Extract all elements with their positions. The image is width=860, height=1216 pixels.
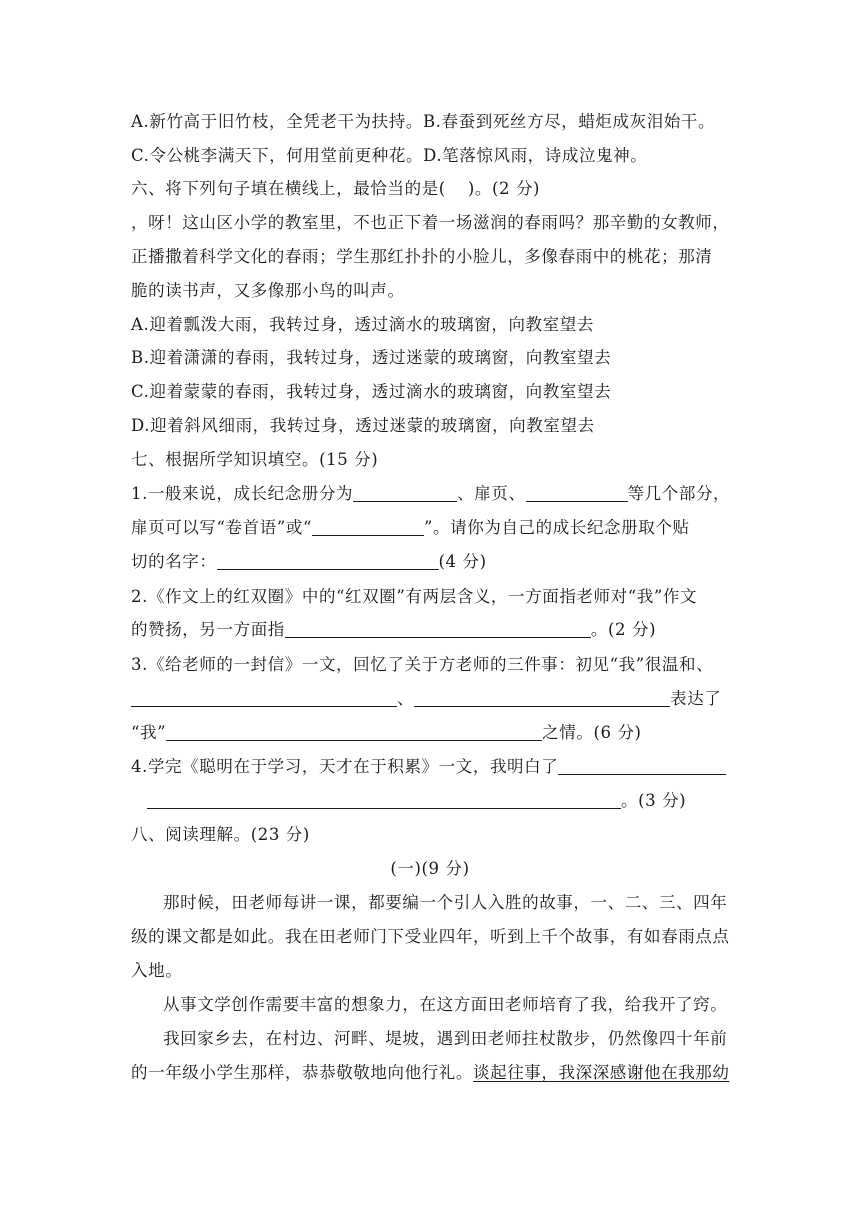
s6-option-c: C.迎着蒙蒙的春雨，我转过身，透过滴水的玻璃窗，向教室望去 <box>131 382 612 401</box>
q3-text-b: 、 <box>397 689 415 708</box>
fill-blank[interactable] <box>414 686 670 707</box>
q2-score: 。(2 分) <box>590 620 657 639</box>
q4-line-1 <box>131 750 731 784</box>
passage-p1-line-3: 入地。 <box>131 961 183 980</box>
q2-line-1: 2.《作文上的红双圈》中的“红双圈”有两层含义，一方面指老师对“我”作文 <box>131 587 698 606</box>
q3-line-1: 3.《给老师的一封信》一文，回忆了关于方老师的三件事：初见“我”很温和、 <box>131 655 714 674</box>
section7-heading: 七、根据所学知识填空。(15 分) <box>131 450 379 469</box>
q1-text-e: ”。请你为自己的成长纪念册取个贴 <box>424 518 690 537</box>
q4-score: 。(3 分) <box>621 791 687 810</box>
passage-p3-text: 的一年级小学生那样，恭恭敬敬地向他行礼。 <box>131 1063 473 1082</box>
q3-text-d: “我” <box>131 723 167 742</box>
s6-option-d: D.迎着斜风细雨，我转过身，透过迷蒙的玻璃窗，向教室望去 <box>131 416 595 435</box>
q1-text-a: 1.一般来说，成长纪念册分为 <box>131 484 354 503</box>
passage-p3-line-1: 我回家乡去，在村边、河畔、堤坡，遇到田老师拄杖散步，仍然像四十年前 <box>163 1029 728 1048</box>
s6-passage-line-3: 脆的读书声，又多像那小鸟的叫声。 <box>131 281 405 300</box>
q3-text-e: 之情。(6 分) <box>542 723 642 742</box>
q2-line-2 <box>131 613 731 647</box>
passage-p1-line-2: 级的课文都是如此。我在田老师门下受业四年，听到上千个故事，有如春雨点点 <box>131 927 730 946</box>
s6-option-b: B.迎着潇潇的春雨，我转过身，透过迷蒙的玻璃窗，向教室望去 <box>131 348 612 367</box>
q1-text-f: 切的名字： <box>131 552 217 571</box>
passage-p3-line-2 <box>131 1056 731 1090</box>
fill-blank[interactable] <box>131 686 397 707</box>
fill-blank[interactable] <box>353 481 457 502</box>
section6-heading-score: )。(2 分) <box>467 179 541 198</box>
q1-text-d: 扉页可以写“卷首语”或“ <box>131 518 313 537</box>
q1-line-2 <box>131 511 731 545</box>
q1-text-c: 等几个部分， <box>627 484 731 503</box>
fill-blank[interactable] <box>147 788 621 809</box>
s6-passage-line-2: 正播撒着科学文化的春雨；学生那红扑扑的小脸儿，多像春雨中的桃花；那清 <box>131 247 713 266</box>
q3-line-2 <box>131 682 731 716</box>
section8-heading: 八、阅读理解。(23 分) <box>131 825 310 844</box>
passage-p2: 从事文学创作需要丰富的想象力，在这方面田老师培育了我，给我开了窍。 <box>163 995 728 1014</box>
fill-blank[interactable] <box>285 617 591 638</box>
section6-heading <box>131 172 731 206</box>
fill-blank[interactable] <box>312 515 424 536</box>
q3-line-3 <box>131 716 731 750</box>
q4-text-a: 4.学完《聪明在于学习，天才在于积累》一文，我明白了 <box>131 757 559 776</box>
passage-subtitle: (一)(9 分) <box>390 859 470 878</box>
fill-blank[interactable] <box>526 481 628 502</box>
q3-text-c: 表达了 <box>670 689 722 708</box>
passage-p1-line-1: 那时候，田老师每讲一课，都要编一个引人入胜的故事，一、二、三、四年 <box>163 893 728 912</box>
s6-option-a: A.迎着瓢泼大雨，我转过身，透过滴水的玻璃窗，向教室望去 <box>131 315 594 334</box>
s5-options-cd: C.令公桃李满天下，何用堂前更种花。D.笔落惊风雨，诗成泣鬼神。 <box>131 146 648 165</box>
fill-blank[interactable] <box>166 720 542 741</box>
q1-line-1 <box>131 477 731 511</box>
q4-line-2 <box>131 784 731 818</box>
underlined-sentence: 谈起往事，我深深感谢他在我那幼 <box>473 1063 730 1082</box>
q1-line-3 <box>131 545 731 579</box>
q2-text-b: 的赞扬，另一方面指 <box>131 620 285 639</box>
s5-options-ab: A.新竹高于旧竹枝，全凭老干为扶持。B.春蚕到死丝方尽，蜡炬成灰泪始干。 <box>131 112 716 131</box>
s6-passage-line-1: ，呀！这山区小学的教室里，不也正下着一场滋润的春雨吗？那辛勤的女教师， <box>131 213 730 232</box>
section6-heading-text: 六、将下列句子填在横线上，最恰当的是( <box>131 179 446 198</box>
q1-text-b: 、扉页、 <box>457 484 526 503</box>
fill-blank[interactable] <box>217 549 439 570</box>
fill-blank[interactable] <box>558 754 726 775</box>
q1-score: (4 分) <box>438 552 487 571</box>
